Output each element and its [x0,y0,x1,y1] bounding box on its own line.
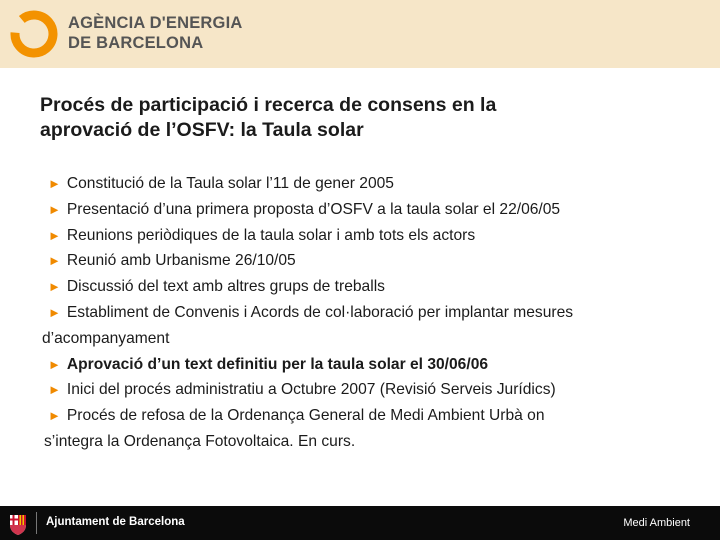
list-item-continuation [44,429,698,455]
slide-title-line1: Procés de participació i recerca de consens en la [40,94,497,116]
list-item-text: Inici del procés administratiu a Octubre 2007 (Revisió Serveis Jurídics) [66,381,556,399]
agency-sun-logo-icon [10,8,58,60]
list-item-text: Discussió del text amb altres grups de treballs [66,278,385,296]
list-item [48,274,698,300]
bullet-arrow-icon: ► [48,304,61,320]
bullet-arrow-icon: ► [48,382,61,398]
bullet-arrow-icon: ► [48,253,61,269]
list-item [48,171,698,197]
list-item [48,223,698,249]
list-item-text: Establiment de Convenis i Acords de col·laboració per implantar mesures [66,303,574,321]
list-item [48,377,698,403]
slide-title [40,93,680,143]
header-banner [0,0,720,68]
bullet-arrow-icon: ► [48,279,61,295]
list-item [48,403,698,429]
slide-title-line2: aprovació de l’OSFV: la Taula solar [40,119,364,141]
list-item-highlighted [48,352,698,378]
bullet-arrow-icon: ► [48,227,61,243]
list-item-continuation [42,326,698,352]
list-item-text: d’acompanyament [42,329,170,347]
list-item [48,248,698,274]
list-item-text: Reunions periòdiques de la taula solar i amb tots els actors [66,226,476,244]
list-item [48,300,698,326]
list-item-text: Presentació d’una primera proposta d’OSFV a la taula solar el 22/06/05 [66,200,561,218]
list-item-text: s’integra la Ordenança Fotovoltaica. En curs. [44,432,356,450]
list-item-text: Constitució de la Taula solar l’11 de gener 2005 [66,175,394,192]
bullet-arrow-icon: ► [48,201,61,217]
bullet-arrow-icon: ► [48,356,61,372]
list-item [48,197,698,223]
bullet-arrow-icon: ► [48,408,61,424]
list-item-text: Aprovació d’un text definitiu per la taula solar el 30/06/06 [66,355,489,373]
footer-bar [0,506,720,540]
agency-name [68,13,242,53]
agency-name-line1: AGÈNCIA D'ENERGIA [68,14,243,32]
agency-name-line2: DE BARCELONA [68,34,204,52]
footer-divider [36,512,37,534]
barcelona-crest-icon [8,512,28,536]
bullet-list [42,171,698,455]
list-item-text: Reunió amb Urbanisme 26/10/05 [66,252,296,270]
footer-organization: Ajuntament de Barcelona [46,516,185,528]
footer-department: Medi Ambient [623,517,690,529]
list-item-text: Procés de refosa de la Ordenança General de Medi Ambient Urbà on [66,407,545,425]
bullet-arrow-icon: ► [48,176,61,191]
